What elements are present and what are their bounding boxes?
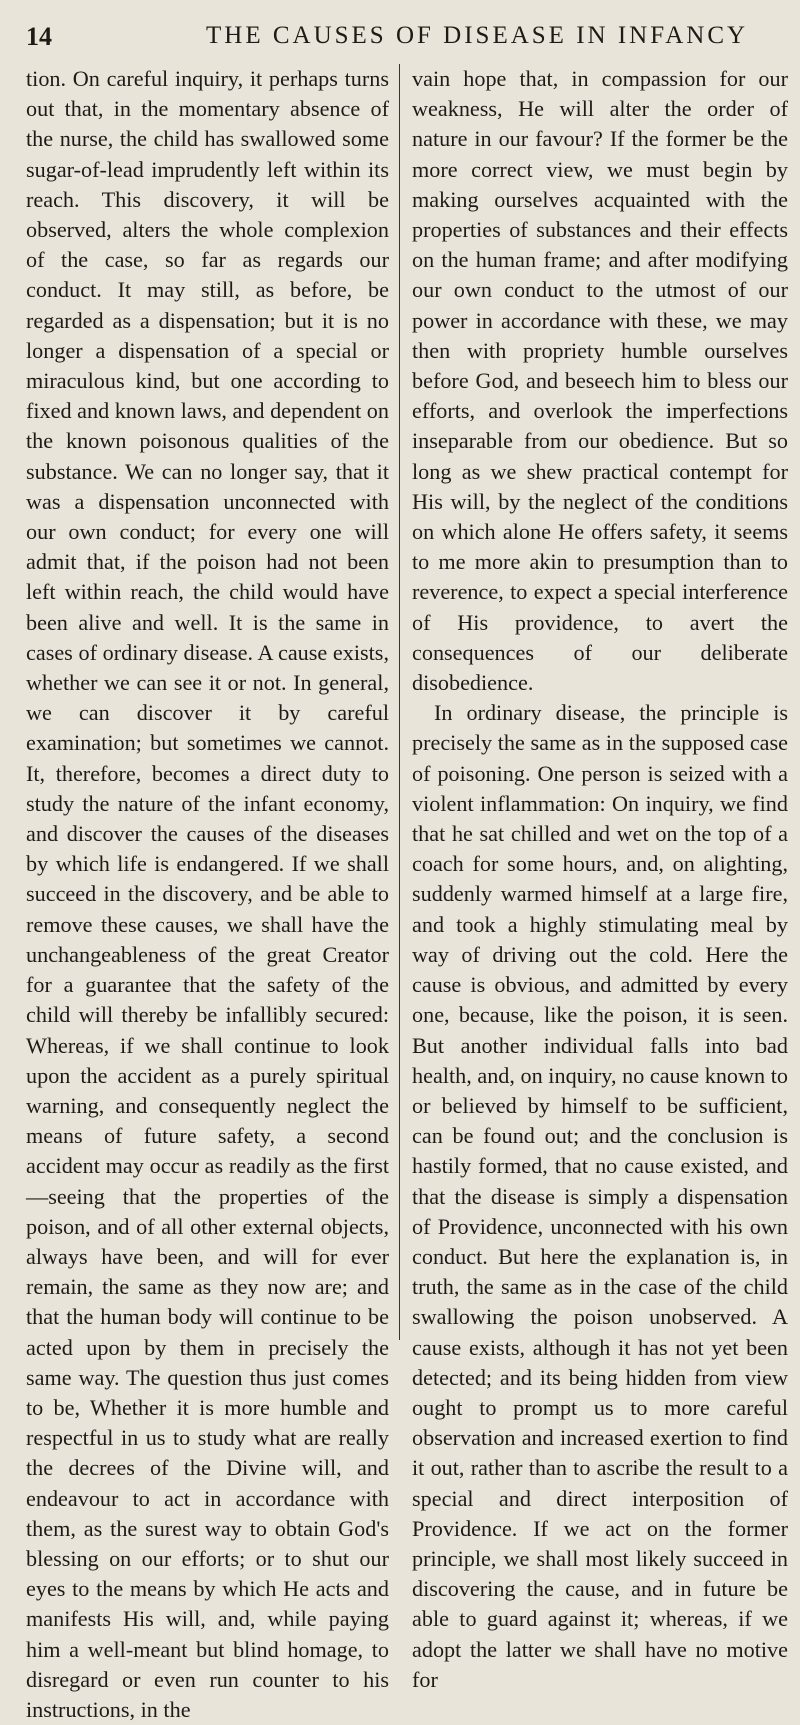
- paragraph: tion. On careful inquiry, it perhaps turns out that, in the momentary absence of the nurse, the child has swallowed some sugar-of-lead imprudently left within its reach. This discovery, it will be observed, alters the whole complexion of the case, so far as regards our conduct. It may still, as before, be regarded as a dispensation; but it is no longer a dispensation of a special or miraculous kind, but one according to fixed and known laws, and dependent on the known poisonous qualities of the substance. We can no longer say, that it was a dispensation unconnected with our own conduct; for every one will admit that, if the poison had not been left within reach, the child would have been alive and well. It is the same in cases of ordinary disease. A cause exists, whether we can see it or not. In general, we can discover it by careful examination; but sometimes we cannot. It, therefore, becomes a direct duty to study the nature of the infant economy, and discover the causes of the diseases by which life is endangered. If we shall succeed in the discovery, and be able to remove these causes, we shall have the unchangeableness of the great Creator for a guarantee that the safety of the child will thereby be infallibly secured: Whereas, if we shall continue to look upon the accident as a purely spiritual warning, and consequently neglect the means of future safety, a second accident may occur as readily as the first—seeing that the properties of the poison, and of all other external objects, always have been, and will for ever remain, the same as they now are; and that the human body will continue to be acted upon by them in precisely the same way. The question thus just comes to be, Whether it is more humble and respectful in us to study what are really the decrees of the Divine will, and endeavour to act in accordance with them, as the surest way to obtain God's blessing on our efforts; or to shut our eyes to the means by which He acts and manifests His will, and, while paying him a well-meant but blind homage, to disregard or even run counter to his instructions, in the: [26, 66, 389, 1722]
- right-column: [412, 64, 788, 1695]
- column-divider: [399, 64, 400, 1340]
- paragraph: In ordinary disease, the principle is precisely the same as in the supposed case of poisoning. One person is seized with a violent inflammation: On inquiry, we find that he sat chilled and wet on the top of a coach for some hours, and, on alighting, suddenly warmed himself at a large fire, and took a highly stimulating meal by way of driving out the cold. Here the cause is obvious, and admitted by every one, because, like the poison, it is seen. But another individual falls into bad health, and, on inquiry, no cause known to or believed by himself to be sufficient, can be found out; and the conclusion is hastily formed, that no cause existed, and that the disease is simply a dispensation of Providence, unconnected with his own conduct. But here the explanation is, in truth, the same as in the case of the child swallowing the poison unobserved. A cause exists, although it has not yet been detected; and its being hidden from view ought to prompt us to more careful observation and increased exertion to find it out, rather than to ascribe the result to a special and direct interposition of Providence. If we act on the former principle, we shall most likely succeed in discovering the cause, and in future be able to guard against it; whereas, if we adopt the latter we shall have no motive for: [412, 700, 788, 1692]
- left-column: [26, 64, 389, 1725]
- paragraph: vain hope that, in compassion for our weakness, He will alter the order of nature in our favour? If the former be the more correct view, we must begin by making ourselves acquainted with the properties of substances and their effects on the human frame; and after modifying our own conduct to the utmost of our power in accordance with these, we may then with propriety humble ourselves before God, and beseech him to bless our efforts, and overlook the imperfections inseparable from our obedience. But so long as we shew practical contempt for His will, by the neglect of the conditions on which alone He offers safety, it seems to me more akin to presumption than to reverence, to expect a special interference of His providence, to avert the consequences of our deliberate disobedience.: [412, 66, 788, 696]
- page-header: [26, 14, 780, 54]
- running-title: THE CAUSES OF DISEASE IN INFANCY: [206, 22, 749, 49]
- page-number: 14: [26, 22, 52, 51]
